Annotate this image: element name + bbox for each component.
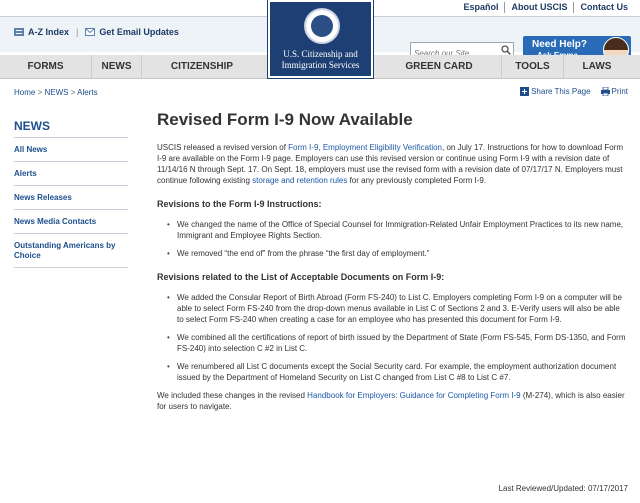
- help-title: Need Help?: [532, 39, 588, 50]
- intro-text: , on July 17. Instructions for how to download Form I-9 are available on the Form I-9 page. Employers can use this revised version or continue using Form I-9 with a revision date of 11/14/16 N through Sept. 17. On Sept. 18, employers must use the revised form with a revision date of 07/17/17 N. Employers must continue following existing: [157, 143, 623, 185]
- article: [157, 110, 627, 412]
- nav-forms[interactable]: FORMS: [0, 55, 92, 79]
- nav-laws[interactable]: LAWS: [582, 61, 612, 72]
- header-divider: |: [76, 27, 79, 37]
- email-updates-link[interactable]: [85, 27, 179, 37]
- az-index-label: A-Z Index: [28, 27, 70, 37]
- page-title: Revised Form I-9 Now Available: [157, 110, 413, 129]
- list-item: • We combined all the certifications of report of birth issued by the Department of State (Form FS-545, Form DS-1350, and Form FS-240) into selection C #2 in List C.: [157, 332, 627, 354]
- logo-line-2: Immigration Services: [281, 60, 360, 70]
- search-icon[interactable]: [501, 45, 511, 55]
- about-uscis-link[interactable]: About USCIS: [504, 2, 573, 13]
- list-item: • We changed the name of the Office of Special Counsel for Immigration-Related Unfair Employment Practices to its new name, Immigrant and Employee Rights Section.: [157, 219, 627, 241]
- intro-paragraph: [157, 142, 627, 186]
- section-heading-documents: Revisions related to the List of Acceptable Documents on Form I-9:: [157, 272, 445, 282]
- instructions-revision-list: [157, 219, 627, 259]
- nav-news[interactable]: NEWS: [92, 55, 142, 79]
- section-heading-instructions: Revisions to the Form I-9 Instructions:: [157, 199, 322, 209]
- espanol-link[interactable]: Español: [463, 2, 499, 12]
- email-icon: [85, 28, 95, 36]
- uscis-logo[interactable]: [268, 0, 373, 78]
- breadcrumb-home[interactable]: Home: [14, 88, 36, 97]
- nav-tools[interactable]: TOOLS: [502, 55, 564, 79]
- breadcrumb-news[interactable]: NEWS: [44, 88, 69, 97]
- list-icon: [14, 28, 24, 36]
- breadcrumb-alerts[interactable]: Alerts: [77, 88, 98, 97]
- list-item: • We removed “the end of” from the phrase “the first day of employment.”: [157, 248, 627, 259]
- intro-text: for any previously completed Form I-9.: [347, 176, 487, 185]
- header-tools: [14, 27, 179, 37]
- closing-text: (M-274), which is also easier for users to navigate.: [157, 391, 625, 411]
- closing-paragraph: [157, 390, 627, 412]
- logo-text: [272, 49, 369, 71]
- nav-green-card[interactable]: GREEN CARD: [377, 55, 502, 79]
- handbook-link[interactable]: Handbook for Employers: Guidance for Completing Form I-9: [307, 391, 521, 400]
- form-i9-link[interactable]: Form I-9, Employment Eligibility Verification: [288, 143, 442, 152]
- storage-retention-link[interactable]: storage and retention rules: [252, 176, 348, 185]
- share-link[interactable]: Share This Page: [531, 87, 591, 96]
- print-icon[interactable]: [601, 87, 610, 96]
- list-item: • We renumbered all List C documents except the Social Security card. For example, the employment authorization document issued by the Department of Homeland Security on List C changed from List C #8 to List C #7.: [157, 361, 627, 383]
- closing-text: We included these changes in the revised: [157, 391, 308, 400]
- breadcrumb-separator: >: [37, 88, 45, 97]
- sidebar-item-outstanding-americans[interactable]: Outstanding Americans by Choice: [14, 234, 128, 268]
- share-icon[interactable]: [520, 87, 529, 96]
- page-actions: [520, 87, 628, 96]
- print-link[interactable]: Print: [611, 87, 628, 96]
- sidebar-item-news-releases[interactable]: News Releases: [14, 186, 128, 210]
- sidebar-title: NEWS: [14, 119, 50, 133]
- documents-revision-list: [157, 292, 627, 383]
- sidebar-item-all-news[interactable]: All News: [14, 138, 128, 162]
- logo-line-1: U.S. Citizenship and: [283, 49, 358, 59]
- sidebar-nav: [14, 137, 128, 268]
- dhs-seal-icon: [304, 8, 340, 44]
- sidebar-item-news-media-contacts[interactable]: News Media Contacts: [14, 210, 128, 234]
- contact-us-link[interactable]: Contact Us: [573, 2, 634, 13]
- breadcrumb-separator: >: [70, 88, 78, 97]
- sidebar-item-alerts[interactable]: Alerts: [14, 162, 128, 186]
- breadcrumb: [14, 88, 98, 97]
- last-reviewed: Last Reviewed/Updated: 07/17/2017: [498, 484, 628, 493]
- intro-text: USCIS released a revised version of: [157, 143, 289, 152]
- list-item: • We added the Consular Report of Birth Abroad (Form FS-240) to List C. Employers completing Form I-9 on a computer will be able to select Form FS-240 from the drop-down menus available in List C of Sections 2 and 3. E-Verify users will also be able to select Form FS-240 when creating a case for an employee who has presented this document for Form I-9.: [157, 292, 627, 325]
- email-updates-label: Get Email Updates: [99, 27, 179, 37]
- nav-citizenship[interactable]: CITIZENSHIP: [170, 61, 234, 72]
- utility-links: [457, 2, 634, 13]
- az-index-link[interactable]: [14, 27, 69, 37]
